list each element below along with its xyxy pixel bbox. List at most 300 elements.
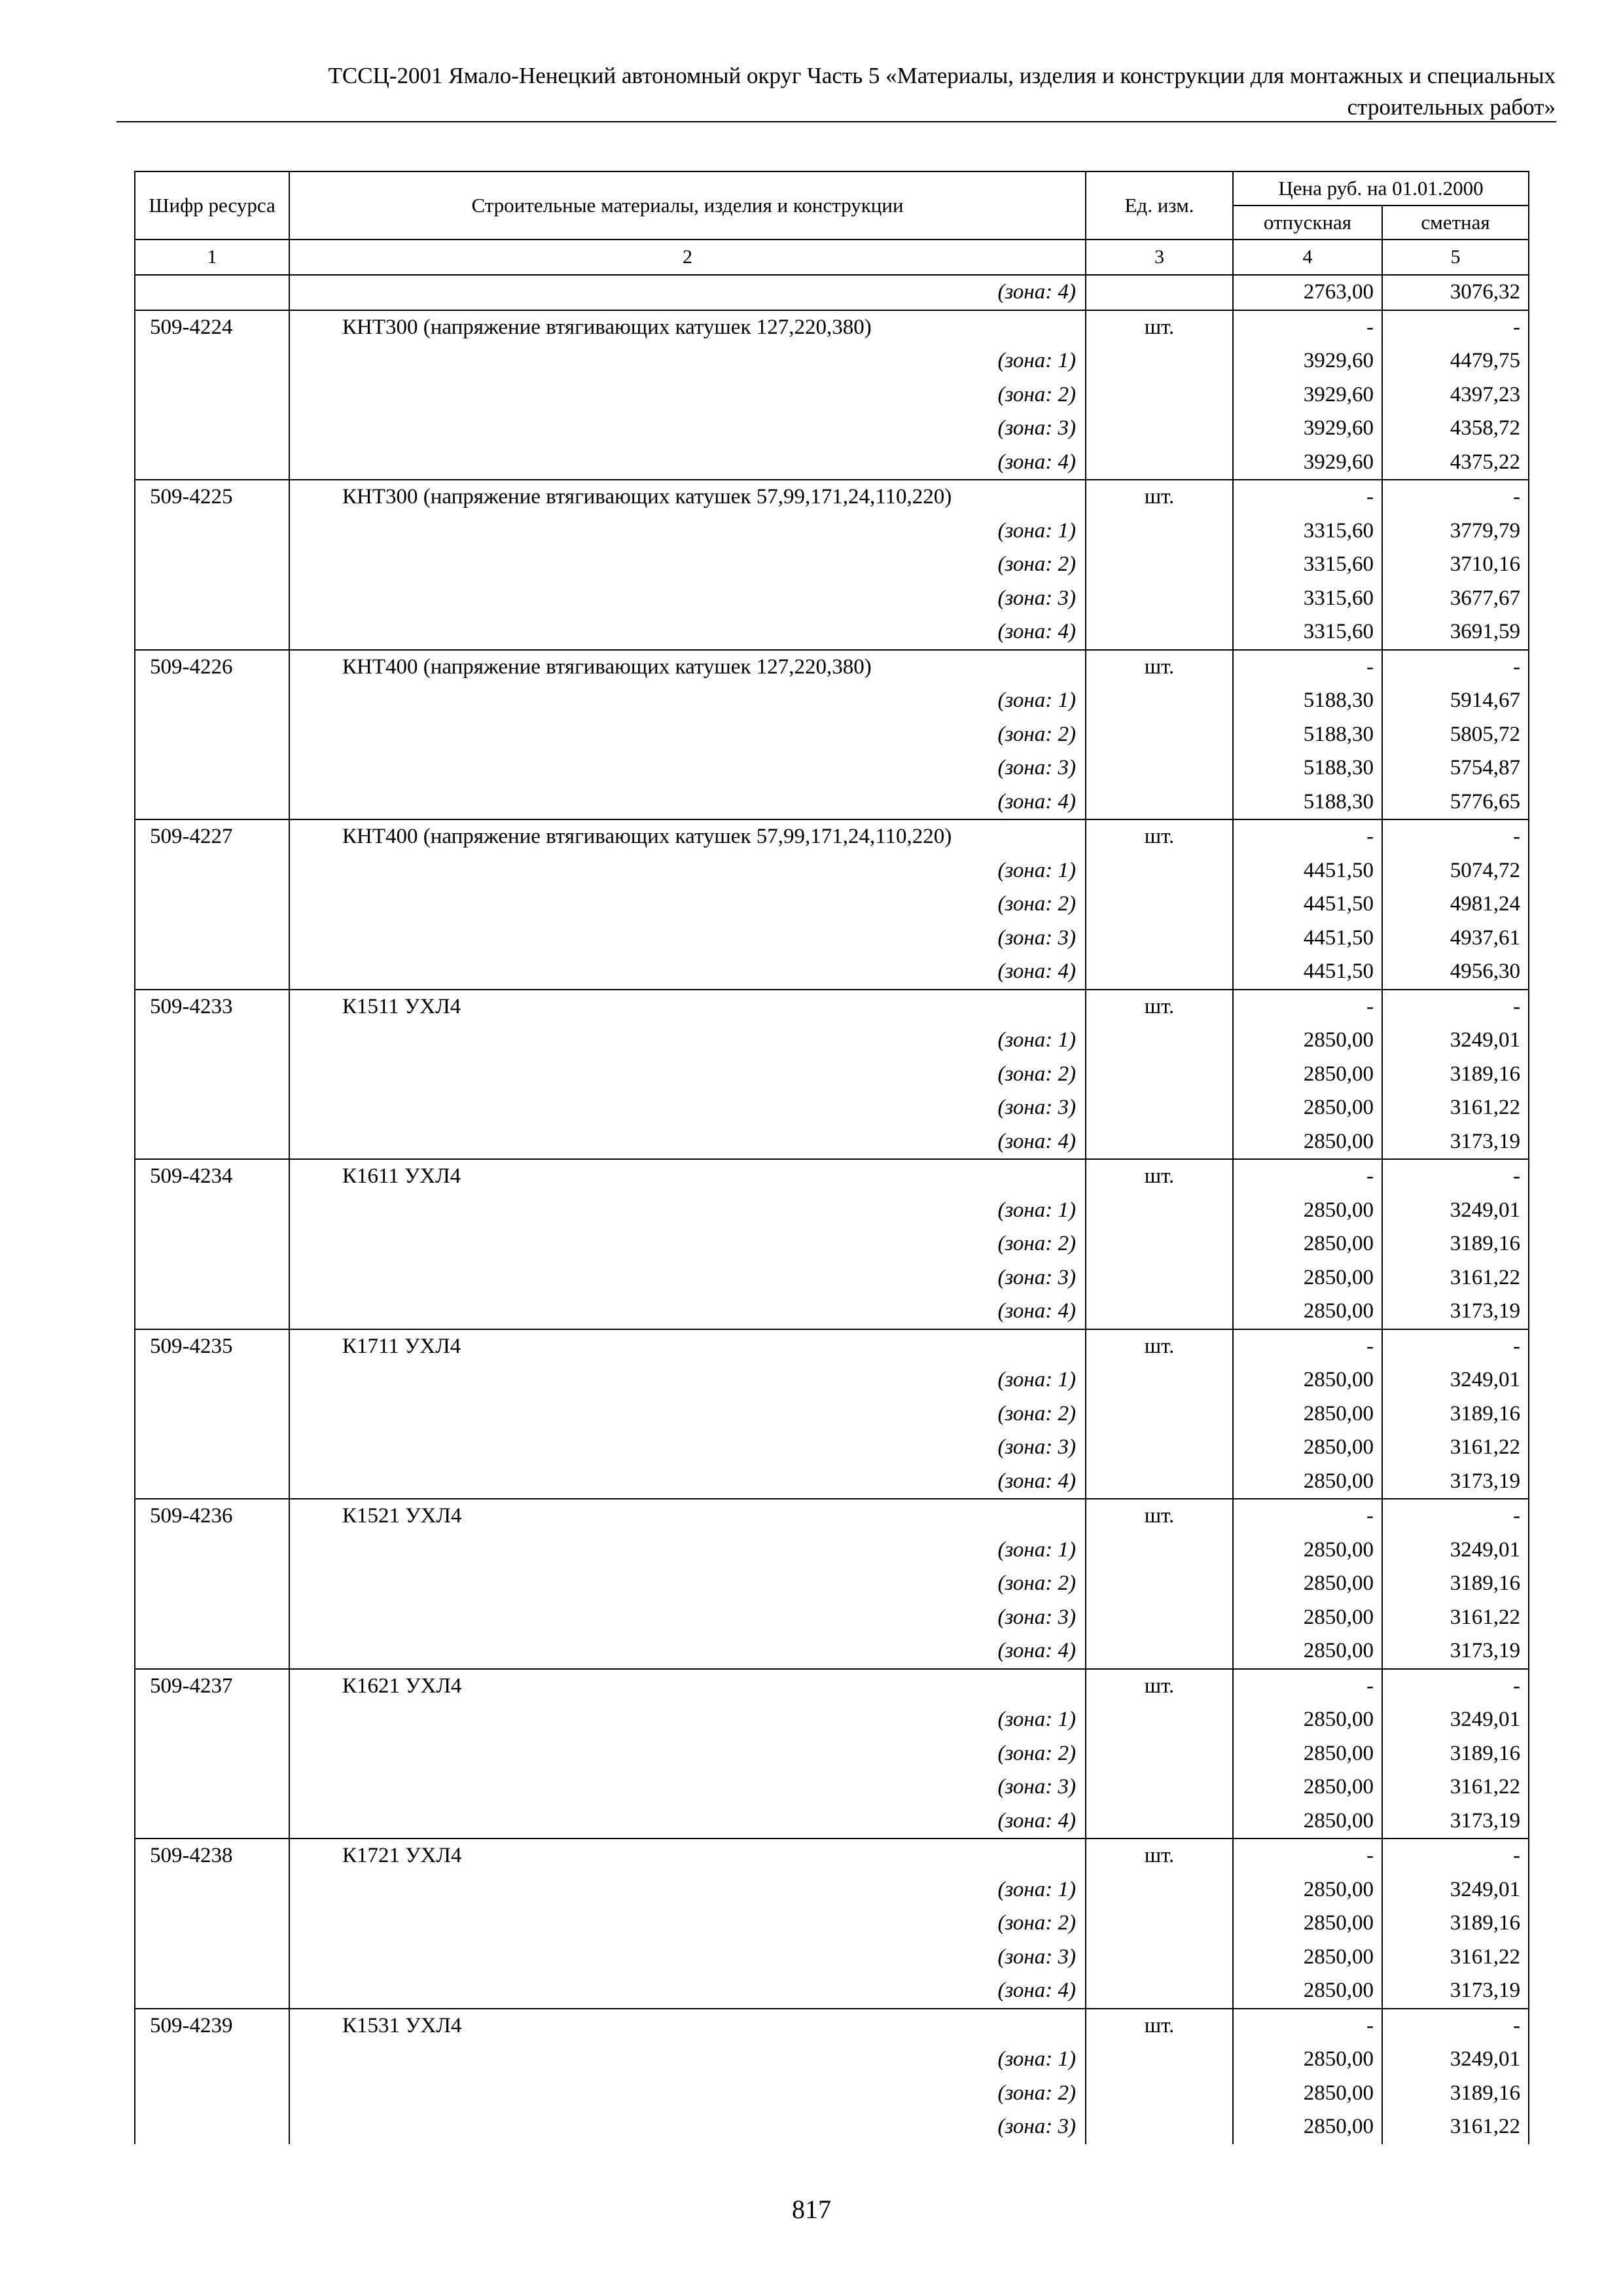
estimate-price: 4397,23 (1382, 378, 1529, 412)
table-row (135, 1397, 1529, 1431)
material-name: К1531 УХЛ4 (289, 2009, 1086, 2043)
zone-label: (зона: 4) (289, 1634, 1086, 1669)
release-price: - (1233, 1329, 1382, 1364)
resource-code (135, 684, 289, 718)
unit-cell (1086, 1431, 1233, 1465)
table-row (135, 684, 1529, 718)
release-price: 4451,50 (1233, 955, 1382, 990)
estimate-price: 3161,22 (1382, 1770, 1529, 1804)
resource-code: 509-4225 (135, 480, 289, 514)
estimate-price: 3189,16 (1382, 1567, 1529, 1601)
release-price: 2850,00 (1233, 1295, 1382, 1329)
resource-code (135, 2043, 289, 2077)
unit-cell (1086, 1703, 1233, 1737)
header-code: Шифр ресурса (135, 171, 289, 240)
table-body (135, 275, 1529, 2144)
release-price: 2850,00 (1233, 2110, 1382, 2144)
resource-code: 509-4226 (135, 650, 289, 685)
release-price: 3315,60 (1233, 582, 1382, 616)
resource-code: 509-4227 (135, 819, 289, 854)
release-price: - (1233, 650, 1382, 685)
zone-label: (зона: 1) (289, 514, 1086, 548)
release-price: - (1233, 1499, 1382, 1534)
resource-code (135, 1737, 289, 1771)
release-price: 2850,00 (1233, 1024, 1382, 1058)
header-unit: Ед. изм. (1086, 171, 1233, 240)
release-price: 3929,60 (1233, 412, 1382, 446)
unit-cell (1086, 1125, 1233, 1160)
unit-cell (1086, 1601, 1233, 1635)
resource-code (135, 1804, 289, 1839)
estimate-price: 4479,75 (1382, 344, 1529, 378)
release-price: 3315,60 (1233, 548, 1382, 582)
release-price: 5188,30 (1233, 684, 1382, 718)
estimate-price: 3173,19 (1382, 1634, 1529, 1669)
release-price: - (1233, 2009, 1382, 2043)
release-price: 4451,50 (1233, 922, 1382, 956)
release-price: 2850,00 (1233, 1227, 1382, 1261)
unit-cell (1086, 1295, 1233, 1329)
estimate-price: 3161,22 (1382, 1941, 1529, 1975)
material-name: КНТ300 (напряжение втягивающих катушек 57,99,171,24,110,220) (289, 480, 1086, 514)
estimate-price: 3189,16 (1382, 1907, 1529, 1941)
unit-cell (1086, 1091, 1233, 1125)
unit-cell (1086, 785, 1233, 820)
zone-label: (зона: 1) (289, 684, 1086, 718)
zone-label: (зона: 2) (289, 718, 1086, 752)
unit-cell (1086, 412, 1233, 446)
zone-label: (зона: 1) (289, 344, 1086, 378)
unit-cell (1086, 2043, 1233, 2077)
table-row (135, 1804, 1529, 1839)
unit-cell (1086, 922, 1233, 956)
table-row (135, 548, 1529, 582)
zone-label: (зона: 3) (289, 2110, 1086, 2144)
release-price: - (1233, 310, 1382, 345)
table-row (135, 718, 1529, 752)
zone-label: (зона: 2) (289, 888, 1086, 922)
estimate-price: - (1382, 1499, 1529, 1534)
estimate-price: 3779,79 (1382, 514, 1529, 548)
estimate-price: 3249,01 (1382, 1534, 1529, 1568)
zone-label: (зона: 3) (289, 1770, 1086, 1804)
table-row (135, 1329, 1529, 1364)
release-price: - (1233, 1669, 1382, 1704)
resource-code (135, 1634, 289, 1669)
table-row (135, 1737, 1529, 1771)
release-price: 2850,00 (1233, 1091, 1382, 1125)
resource-code (135, 1703, 289, 1737)
unit-cell: шт. (1086, 990, 1233, 1024)
estimate-price: 3189,16 (1382, 1737, 1529, 1771)
table-row (135, 1770, 1529, 1804)
release-price: 5188,30 (1233, 718, 1382, 752)
zone-label: (зона: 1) (289, 1873, 1086, 1907)
release-price: 2850,00 (1233, 1058, 1382, 1092)
zone-label: (зона: 4) (289, 446, 1086, 480)
estimate-price: 3189,16 (1382, 1058, 1529, 1092)
release-price: 2850,00 (1233, 1567, 1382, 1601)
resource-code (135, 615, 289, 650)
table-row (135, 650, 1529, 685)
estimate-price: 3249,01 (1382, 1363, 1529, 1397)
resource-code (135, 1125, 289, 1160)
resource-code (135, 446, 289, 480)
release-price: 2850,00 (1233, 2077, 1382, 2111)
unit-cell: шт. (1086, 310, 1233, 345)
unit-cell: шт. (1086, 650, 1233, 685)
release-price: 2850,00 (1233, 1194, 1382, 1228)
unit-cell (1086, 1804, 1233, 1839)
unit-cell (1086, 1770, 1233, 1804)
zone-label: (зона: 2) (289, 1907, 1086, 1941)
release-price: 2850,00 (1233, 1465, 1382, 1499)
zone-label: (зона: 2) (289, 378, 1086, 412)
zone-label: (зона: 2) (289, 1737, 1086, 1771)
release-price: 2763,00 (1233, 275, 1382, 310)
zone-label: (зона: 2) (289, 1567, 1086, 1601)
release-price: 2850,00 (1233, 1431, 1382, 1465)
table-row (135, 1125, 1529, 1160)
estimate-price: - (1382, 1329, 1529, 1364)
resource-code (135, 1261, 289, 1295)
zone-label: (зона: 3) (289, 751, 1086, 785)
resource-code: 509-4234 (135, 1159, 289, 1194)
header-line-2: строительных работ» (1347, 94, 1556, 120)
estimate-price: 5754,87 (1382, 751, 1529, 785)
table-row (135, 854, 1529, 888)
unit-cell (1086, 1058, 1233, 1092)
unit-cell: шт. (1086, 480, 1233, 514)
unit-cell (1086, 1534, 1233, 1568)
estimate-price: 5074,72 (1382, 854, 1529, 888)
table-row (135, 1024, 1529, 1058)
zone-label: (зона: 1) (289, 1534, 1086, 1568)
table-row (135, 990, 1529, 1024)
resource-code (135, 1091, 289, 1125)
estimate-price: - (1382, 310, 1529, 345)
estimate-price: 5914,67 (1382, 684, 1529, 718)
unit-cell (1086, 2077, 1233, 2111)
resource-code (135, 1227, 289, 1261)
table-row (135, 446, 1529, 480)
table-row (135, 1499, 1529, 1534)
release-price: 2850,00 (1233, 1770, 1382, 1804)
table-row (135, 514, 1529, 548)
unit-cell (1086, 446, 1233, 480)
table-row (135, 1669, 1529, 1704)
zone-label: (зона: 4) (289, 1125, 1086, 1160)
resource-code (135, 1465, 289, 1499)
unit-cell (1086, 2110, 1233, 2144)
resource-code (135, 582, 289, 616)
release-price: 2850,00 (1233, 1804, 1382, 1839)
resource-code: 509-4233 (135, 990, 289, 1024)
release-price: 4451,50 (1233, 854, 1382, 888)
zone-label: (зона: 2) (289, 2077, 1086, 2111)
zone-label: (зона: 3) (289, 1091, 1086, 1125)
zone-label: (зона: 2) (289, 1397, 1086, 1431)
unit-cell (1086, 615, 1233, 650)
header-name: Строительные материалы, изделия и конструкции (289, 171, 1086, 240)
table-row (135, 1227, 1529, 1261)
unit-cell (1086, 751, 1233, 785)
release-price: - (1233, 1159, 1382, 1194)
table-row (135, 1703, 1529, 1737)
table-row (135, 2110, 1529, 2144)
unit-cell: шт. (1086, 1329, 1233, 1364)
unit-cell (1086, 888, 1233, 922)
table-row (135, 1839, 1529, 1873)
estimate-price: - (1382, 650, 1529, 685)
table-row (135, 582, 1529, 616)
material-name: КНТ300 (напряжение втягивающих катушек 127,220,380) (289, 310, 1086, 345)
estimate-price: 3189,16 (1382, 1227, 1529, 1261)
release-price: 2850,00 (1233, 1397, 1382, 1431)
zone-label: (зона: 3) (289, 1261, 1086, 1295)
release-price: 2850,00 (1233, 1261, 1382, 1295)
zone-label: (зона: 3) (289, 412, 1086, 446)
zone-label: (зона: 4) (289, 955, 1086, 990)
zone-label: (зона: 4) (289, 1295, 1086, 1329)
header-row (135, 171, 1529, 206)
resource-code (135, 1534, 289, 1568)
estimate-price: - (1382, 990, 1529, 1024)
release-price: 3929,60 (1233, 446, 1382, 480)
column-number: 1 (135, 240, 289, 275)
resource-code (135, 1974, 289, 2009)
header-price-group: Цена руб. на 01.01.2000 (1233, 171, 1529, 206)
unit-cell (1086, 344, 1233, 378)
resource-code: 509-4235 (135, 1329, 289, 1364)
release-price: 2850,00 (1233, 1601, 1382, 1635)
resource-code: 509-4238 (135, 1839, 289, 1873)
estimate-price: 3249,01 (1382, 1703, 1529, 1737)
release-price: 5188,30 (1233, 785, 1382, 820)
estimate-price: 3173,19 (1382, 1974, 1529, 2009)
zone-label: (зона: 1) (289, 1024, 1086, 1058)
table-row (135, 1941, 1529, 1975)
unit-cell (1086, 1974, 1233, 2009)
unit-cell (1086, 1634, 1233, 1669)
table-row (135, 1194, 1529, 1228)
release-price: - (1233, 819, 1382, 854)
resource-code (135, 888, 289, 922)
resource-code: 509-4239 (135, 2009, 289, 2043)
zone-label: (зона: 3) (289, 582, 1086, 616)
resource-code (135, 514, 289, 548)
resource-code (135, 1601, 289, 1635)
resource-code (135, 751, 289, 785)
resource-code (135, 412, 289, 446)
resource-code (135, 2077, 289, 2111)
release-price: 2850,00 (1233, 2043, 1382, 2077)
page-number: 817 (792, 2195, 831, 2224)
resource-code (135, 1024, 289, 1058)
release-price: 3315,60 (1233, 615, 1382, 650)
estimate-price: 4375,22 (1382, 446, 1529, 480)
resource-code (135, 344, 289, 378)
table-row (135, 480, 1529, 514)
estimate-price: 3173,19 (1382, 1465, 1529, 1499)
table-row (135, 1601, 1529, 1635)
estimate-price: 3161,22 (1382, 1431, 1529, 1465)
table-row (135, 2077, 1529, 2111)
unit-cell (1086, 1907, 1233, 1941)
resource-code (135, 1567, 289, 1601)
zone-label: (зона: 3) (289, 1601, 1086, 1635)
unit-cell (1086, 1397, 1233, 1431)
unit-cell (1086, 1465, 1233, 1499)
table-row (135, 1091, 1529, 1125)
header-rule (116, 121, 1556, 122)
column-number: 3 (1086, 240, 1233, 275)
resource-code (135, 1431, 289, 1465)
estimate-price: 3249,01 (1382, 1194, 1529, 1228)
release-price: - (1233, 1839, 1382, 1873)
release-price: 2850,00 (1233, 1534, 1382, 1568)
estimate-price: 4956,30 (1382, 955, 1529, 990)
unit-cell: шт. (1086, 1499, 1233, 1534)
table-head (135, 171, 1529, 275)
zone-label: (зона: 4) (289, 275, 1086, 310)
zone-label: (зона: 4) (289, 1465, 1086, 1499)
estimate-price: 3173,19 (1382, 1295, 1529, 1329)
estimate-price: 3161,22 (1382, 2110, 1529, 2144)
unit-cell: шт. (1086, 1159, 1233, 1194)
table-row (135, 1567, 1529, 1601)
unit-cell (1086, 1941, 1233, 1975)
estimate-price: 3249,01 (1382, 1024, 1529, 1058)
release-price: - (1233, 990, 1382, 1024)
table-row (135, 1873, 1529, 1907)
unit-cell (1086, 1363, 1233, 1397)
estimate-price: 5805,72 (1382, 718, 1529, 752)
unit-cell (1086, 854, 1233, 888)
header-line-1: ТССЦ-2001 Ямало-Ненецкий автономный округ Часть 5 «Материалы, изделия и конструкции для монтажных и специальных (328, 63, 1556, 88)
estimate-price: - (1382, 1669, 1529, 1704)
estimate-price: - (1382, 2009, 1529, 2043)
unit-cell (1086, 378, 1233, 412)
unit-cell (1086, 1567, 1233, 1601)
release-price: 5188,30 (1233, 751, 1382, 785)
table-row (135, 1431, 1529, 1465)
unit-cell (1086, 1737, 1233, 1771)
material-name: К1711 УХЛ4 (289, 1329, 1086, 1364)
release-price: - (1233, 480, 1382, 514)
estimate-price: 3249,01 (1382, 1873, 1529, 1907)
material-name: К1611 УХЛ4 (289, 1159, 1086, 1194)
resource-code (135, 854, 289, 888)
resource-code: 509-4224 (135, 310, 289, 345)
estimate-price: 3249,01 (1382, 2043, 1529, 2077)
resource-code (135, 1194, 289, 1228)
unit-cell: шт. (1086, 1839, 1233, 1873)
zone-label: (зона: 1) (289, 1363, 1086, 1397)
estimate-price: 3189,16 (1382, 2077, 1529, 2111)
resource-code (135, 1058, 289, 1092)
release-price: 2850,00 (1233, 1125, 1382, 1160)
table-row (135, 1159, 1529, 1194)
unit-cell: шт. (1086, 819, 1233, 854)
table-row (135, 819, 1529, 854)
estimate-price: - (1382, 480, 1529, 514)
resource-code (135, 922, 289, 956)
release-price: 2850,00 (1233, 1873, 1382, 1907)
header-release-price: отпускная (1233, 206, 1382, 240)
estimate-price: 4981,24 (1382, 888, 1529, 922)
table-row (135, 1363, 1529, 1397)
zone-label: (зона: 3) (289, 922, 1086, 956)
table-row (135, 955, 1529, 990)
resource-code (135, 718, 289, 752)
release-price: 3929,60 (1233, 378, 1382, 412)
release-price: 2850,00 (1233, 1974, 1382, 2009)
unit-cell (1086, 548, 1233, 582)
release-price: 3929,60 (1233, 344, 1382, 378)
table-row (135, 2009, 1529, 2043)
unit-cell (1086, 1194, 1233, 1228)
zone-label: (зона: 4) (289, 1804, 1086, 1839)
release-price: 4451,50 (1233, 888, 1382, 922)
material-name: К1621 УХЛ4 (289, 1669, 1086, 1704)
unit-cell (1086, 582, 1233, 616)
release-price: 2850,00 (1233, 1737, 1382, 1771)
release-price: 2850,00 (1233, 1363, 1382, 1397)
estimate-price: 3076,32 (1382, 275, 1529, 310)
resource-code (135, 1295, 289, 1329)
release-price: 2850,00 (1233, 1703, 1382, 1737)
resource-code: 509-4237 (135, 1669, 289, 1704)
material-name: КНТ400 (напряжение втягивающих катушек 57,99,171,24,110,220) (289, 819, 1086, 854)
estimate-price: 3677,67 (1382, 582, 1529, 616)
page-header (115, 60, 1556, 123)
column-number-row (135, 240, 1529, 275)
unit-cell: шт. (1086, 2009, 1233, 2043)
unit-cell (1086, 1227, 1233, 1261)
estimate-price: - (1382, 1839, 1529, 1873)
resource-code (135, 2110, 289, 2144)
table-row (135, 275, 1529, 310)
price-table (134, 171, 1529, 2144)
resource-code (135, 785, 289, 820)
table-row (135, 1295, 1529, 1329)
zone-label: (зона: 1) (289, 1194, 1086, 1228)
estimate-price: 3161,22 (1382, 1091, 1529, 1125)
resource-code (135, 1873, 289, 1907)
release-price: 2850,00 (1233, 1941, 1382, 1975)
zone-label: (зона: 3) (289, 1431, 1086, 1465)
material-name: К1721 УХЛ4 (289, 1839, 1086, 1873)
table-row (135, 751, 1529, 785)
estimate-price: - (1382, 1159, 1529, 1194)
unit-cell (1086, 1261, 1233, 1295)
release-price: 2850,00 (1233, 1907, 1382, 1941)
estimate-price: 3173,19 (1382, 1804, 1529, 1839)
unit-cell (1086, 1024, 1233, 1058)
zone-label: (зона: 1) (289, 854, 1086, 888)
resource-code (135, 1907, 289, 1941)
zone-label: (зона: 1) (289, 1703, 1086, 1737)
zone-label: (зона: 2) (289, 1058, 1086, 1092)
table-row (135, 378, 1529, 412)
zone-label: (зона: 2) (289, 548, 1086, 582)
table-row (135, 1465, 1529, 1499)
material-name: КНТ400 (напряжение втягивающих катушек 127,220,380) (289, 650, 1086, 685)
table-row (135, 1058, 1529, 1092)
resource-code (135, 1770, 289, 1804)
resource-code (135, 1363, 289, 1397)
